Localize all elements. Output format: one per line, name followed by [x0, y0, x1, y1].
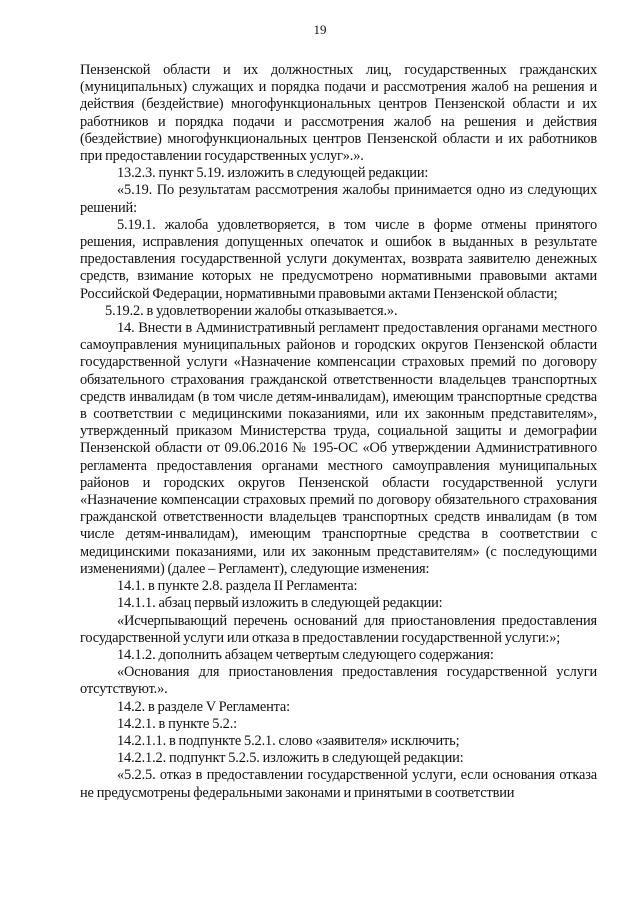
- paragraph-14-1-1: 14.1.1. абзац первый изложить в следующей редакции:: [117, 595, 443, 612]
- paragraph-5-19: «5.19. По результатам рассмотрения жалобы принимается одно из следующих решений:: [80, 182, 597, 216]
- paragraph-14-2-1-1: 14.2.1.1. в подпункте 5.2.1. слово «заявителя» исключить;: [117, 732, 460, 749]
- paragraph-5-2-5: «5.2.5. отказ в предоставлении государственной услуги, если основания отказа не предусмотрены федеральными законами и принятыми в соответствии: [80, 767, 597, 801]
- page-number: 19: [313, 22, 327, 37]
- document-body: [80, 62, 597, 802]
- paragraph-14: 14. Внести в Административный регламент предоставления органами местного самоуправления муниципальных районов и городских округов Пензенской области государственной услуги «Назначение компенсации страховых премий по договору обязательного страхования гражданской ответственности владельцев транспортных средств инвалидам (в том числе детям-инвалидам), имеющим транспортные средства в соответствии с медицинскими показаниями, или их законным представителям», утвержденный приказом Министерства труда, социальной защиты и демографии Пензенской области от 09.06.2016 № 195-ОС «Об утверждении Административного регламента предоставления органами местного самоуправления муниципальных районов и городских округов Пензенской области государственной услуги «Назначение компенсации страховых премий по договору обязательного страхования гражданской ответственности владельцев транспортных средств инвалидам (в том числе детям-инвалидам), имеющим транспортные средства в соответствии с медицинскими показаниями, или их законным представителям» (с последующими изменениями) (далее – Регламент), следующие изменения:: [80, 320, 597, 577]
- paragraph-no-grounds: «Основания для приостановления предоставления государственной услуги отсутствуют.».: [80, 664, 597, 698]
- paragraph-14-2: 14.2. в разделе V Регламента:: [117, 698, 291, 715]
- paragraph-14-2-1-2: 14.2.1.2. подпункт 5.2.5. изложить в следующей редакции:: [117, 750, 464, 767]
- paragraph-14-2-1: 14.2.1. в пункте 5.2.:: [117, 715, 238, 732]
- paragraph-5-19-1: 5.19.1. жалоба удовлетворяется, в том числе в форме отмены принятого решения, исправления допущенных опечаток и ошибок в выданных в результате предоставления государственной услуги документах, возврата заявителю денежных средств, взимание которых не предусмотрено нормативными правовыми актами Российской Федерации, нормативными правовыми актами Пензенской области;: [80, 216, 597, 302]
- paragraph-13-2-3: 13.2.3. пункт 5.19. изложить в следующей редакции:: [117, 165, 429, 182]
- paragraph-5-19-2: 5.19.2. в удовлетворении жалобы отказывается.».: [105, 302, 398, 319]
- paragraph-14-1: 14.1. в пункте 2.8. раздела II Регламента:: [117, 578, 358, 595]
- paragraph-exhaustive-list: «Исчерпывающий перечень оснований для приостановления предоставления государственной услуги или отказа в предоставлении государственной услуги:»;: [80, 612, 597, 646]
- paragraph-complaint-procedure-tail: Пензенской области и их должностных лиц, государственных гражданских (муниципальных) служащих и порядка подачи и рассмотрения жалоб на решения и действия (бездействие) многофункциональных центров Пензенской области и их работников и порядка подачи и рассмотрения жалоб на решения и действия (бездействие) многофункциональных центров Пензенской области и их работников при предоставлении государственных услуг».».: [80, 62, 597, 165]
- paragraph-14-1-2: 14.1.2. дополнить абзацем четвертым следующего содержания:: [117, 646, 494, 663]
